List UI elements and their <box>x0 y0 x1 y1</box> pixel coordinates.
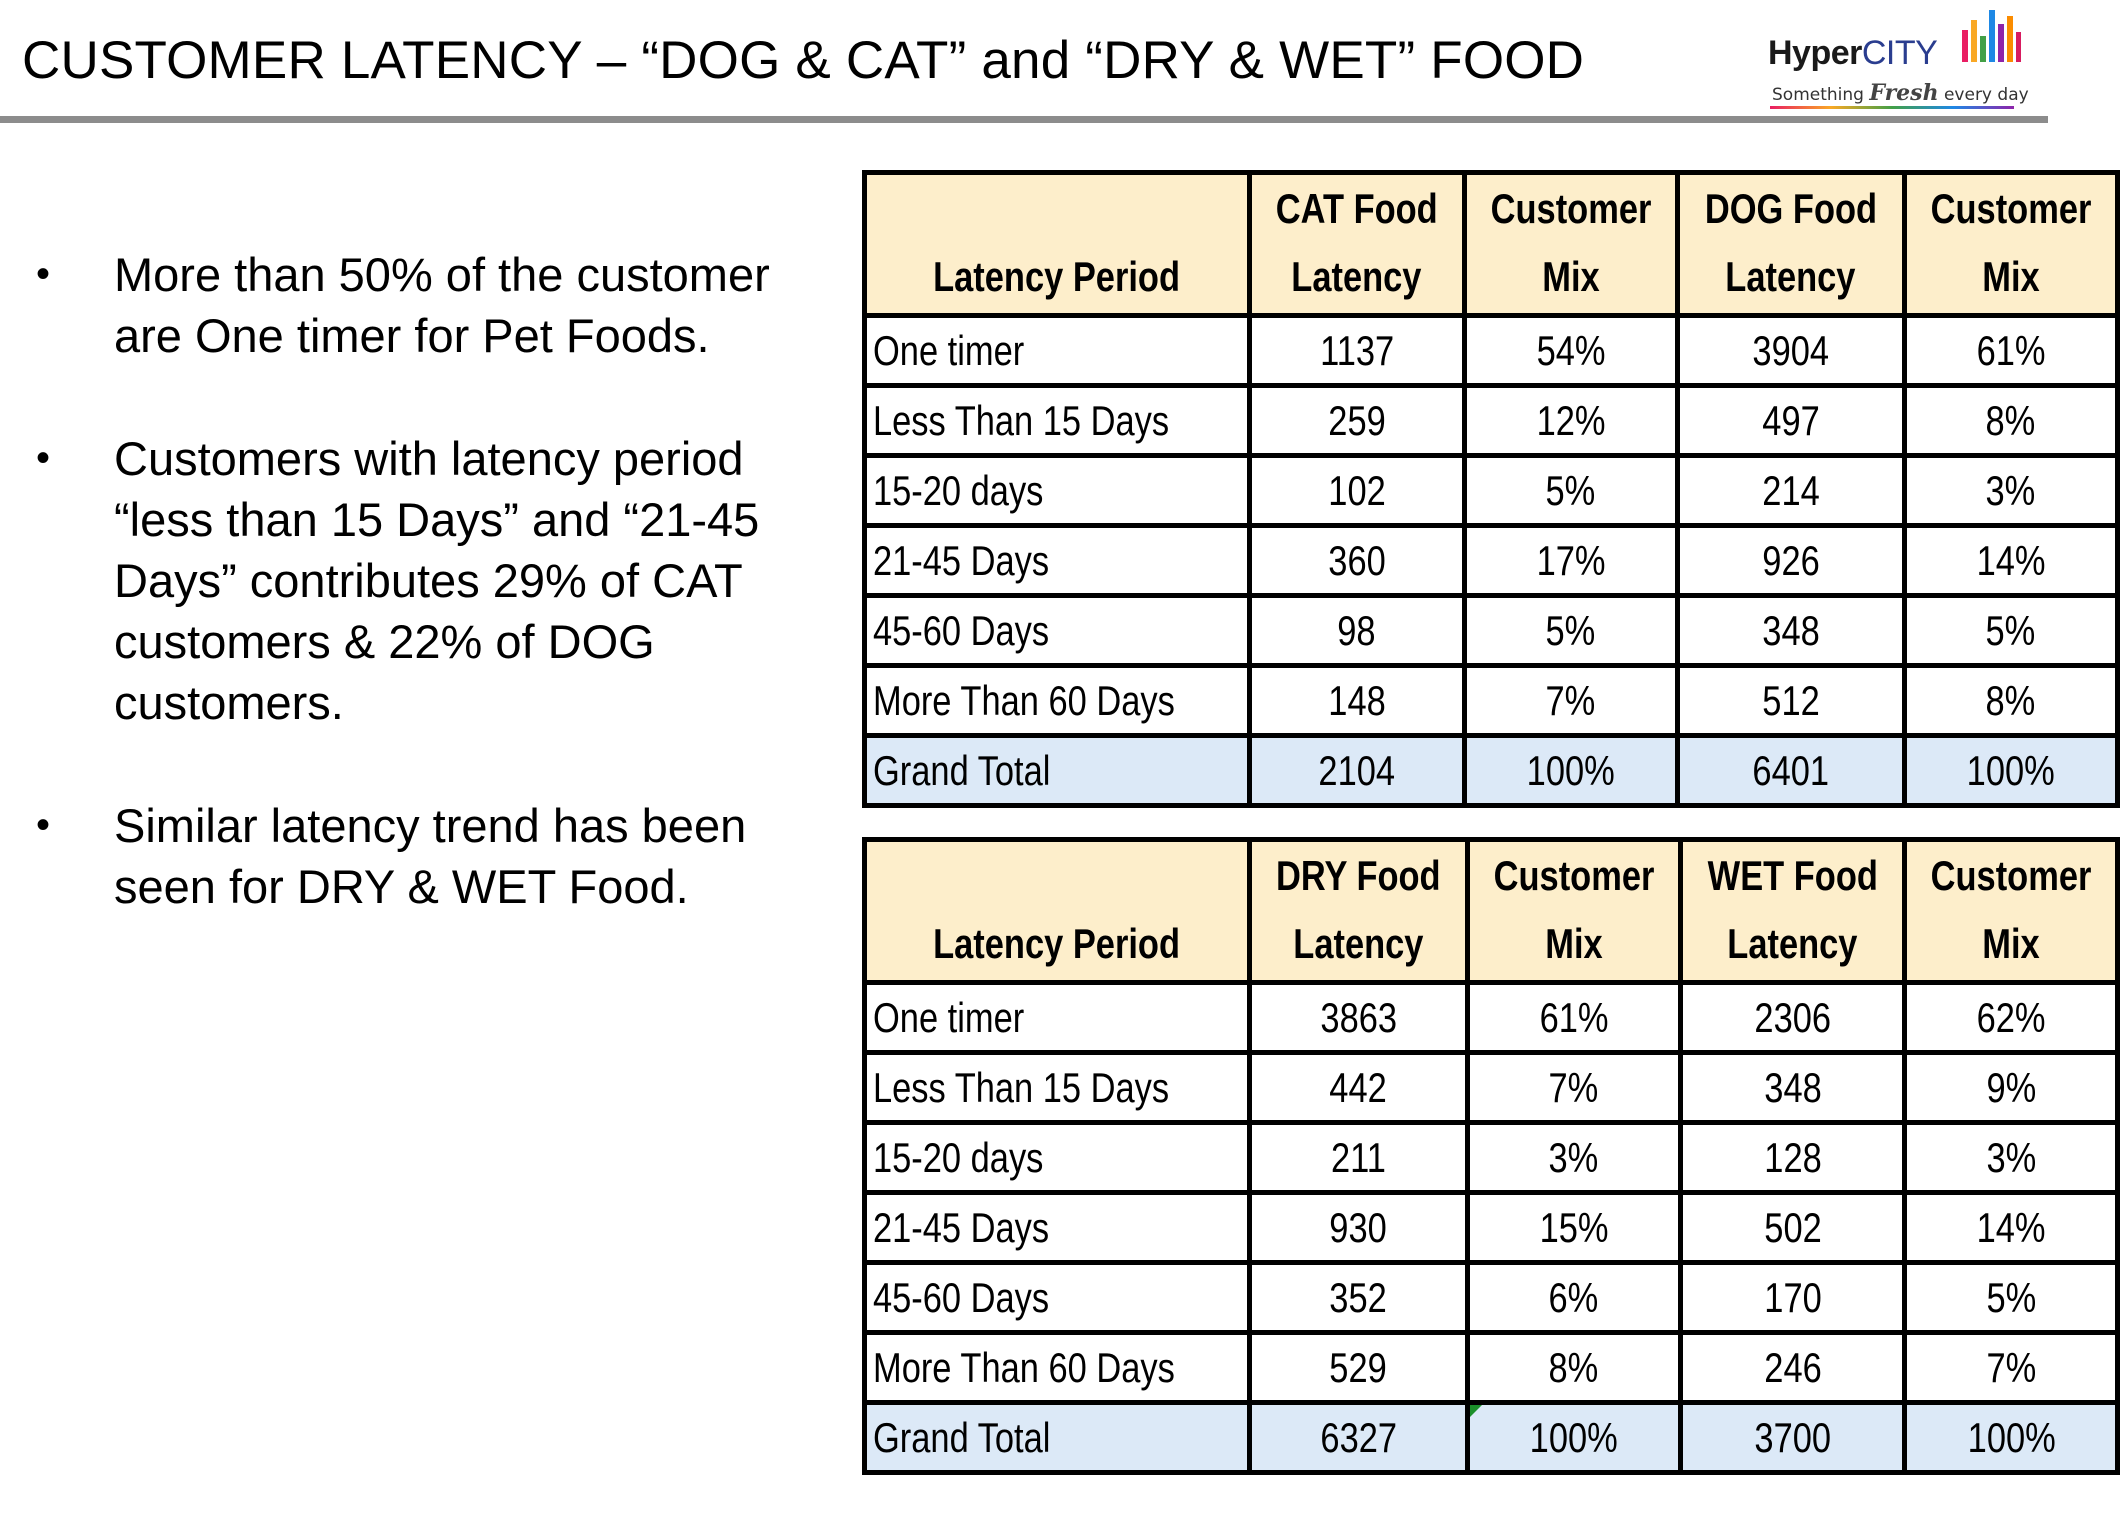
value-cell: 17% <box>1464 526 1677 596</box>
hypercity-logo <box>1762 4 2029 110</box>
value-cell: 348 <box>1677 596 1904 666</box>
value-cell: 12% <box>1464 386 1677 456</box>
bullet-text: Similar latency trend has been seen for DRY & WET Food. <box>114 799 747 913</box>
value-cell: 926 <box>1677 526 1904 596</box>
value-cell: 442 <box>1250 1053 1468 1123</box>
value-cell: 211 <box>1250 1123 1468 1193</box>
header-dog-food-latency: DOG Food Latency <box>1677 173 1904 316</box>
value-cell: 3% <box>1905 1123 2118 1193</box>
value-cell: 7% <box>1467 1053 1680 1123</box>
table-row <box>865 456 2118 526</box>
grand-total-row <box>865 736 2118 806</box>
value-cell: 3% <box>1467 1123 1680 1193</box>
value-cell: 100% <box>1905 1403 2118 1473</box>
header-dry-customer-mix: Customer Mix <box>1467 840 1680 983</box>
value-cell: 360 <box>1250 526 1465 596</box>
value-cell: 9% <box>1905 1053 2118 1123</box>
value-cell: 348 <box>1680 1053 1905 1123</box>
value-cell: 8% <box>1904 666 2117 736</box>
value-cell: 100% <box>1467 1403 1680 1473</box>
table-row <box>865 1263 2118 1333</box>
value-cell: 7% <box>1905 1333 2118 1403</box>
value-cell: 6327 <box>1250 1403 1468 1473</box>
bullet-list <box>30 244 830 979</box>
slide-header <box>0 0 2048 124</box>
value-cell: 8% <box>1467 1333 1680 1403</box>
value-cell: 148 <box>1250 666 1465 736</box>
header-dog-customer-mix: Customer Mix <box>1904 173 2117 316</box>
value-cell: 529 <box>1250 1333 1468 1403</box>
row-label-cell: More Than 60 Days <box>865 1333 1250 1403</box>
bullet-dot-icon: • <box>36 252 51 296</box>
value-cell: 5% <box>1904 596 2117 666</box>
row-label-cell: One timer <box>865 316 1250 386</box>
header-cat-customer-mix: Customer Mix <box>1464 173 1677 316</box>
value-cell: 3700 <box>1680 1403 1905 1473</box>
value-cell: 100% <box>1904 736 2117 806</box>
row-label-cell: Grand Total <box>865 1403 1250 1473</box>
cat-dog-latency-table <box>862 170 2120 808</box>
logo-name-bold: Hyper <box>1768 34 1862 72</box>
value-cell: 7% <box>1464 666 1677 736</box>
table-row <box>865 666 2118 736</box>
value-cell: 3904 <box>1677 316 1904 386</box>
bullet-text: Customers with latency period “less than 15 Days” and “21-45 Days” contributes 29% of CAT customers & 22% of DOG customers. <box>114 432 760 729</box>
logo-tagline <box>1772 80 2029 106</box>
value-cell: 54% <box>1464 316 1677 386</box>
header-dry-food-latency: DRY Food Latency <box>1250 840 1468 983</box>
bullet-dot-icon: • <box>36 803 51 847</box>
dry-wet-latency-table <box>862 837 2120 1475</box>
row-label-cell: 21-45 Days <box>865 526 1250 596</box>
table-header-row <box>865 840 2118 983</box>
value-cell: 497 <box>1677 386 1904 456</box>
title-divider <box>0 116 2048 123</box>
row-label-cell: 45-60 Days <box>865 596 1250 666</box>
table-row <box>865 316 2118 386</box>
value-cell: 170 <box>1680 1263 1905 1333</box>
value-cell: 6401 <box>1677 736 1904 806</box>
logo-wordmark <box>1768 34 1937 73</box>
bullet-item <box>30 244 830 366</box>
header-latency-period: Latency Period <box>865 840 1250 983</box>
value-cell: 512 <box>1677 666 1904 736</box>
value-cell: 5% <box>1464 596 1677 666</box>
table-row <box>865 596 2118 666</box>
value-cell: 15% <box>1467 1193 1680 1263</box>
bullet-item <box>30 428 830 733</box>
header-cat-food-latency: CAT Food Latency <box>1250 173 1465 316</box>
value-cell: 100% <box>1464 736 1677 806</box>
value-cell: 246 <box>1680 1333 1905 1403</box>
value-cell: 259 <box>1250 386 1465 456</box>
row-label-cell: Less Than 15 Days <box>865 1053 1250 1123</box>
table-row <box>865 1193 2118 1263</box>
value-cell: 2104 <box>1250 736 1465 806</box>
value-cell: 102 <box>1250 456 1465 526</box>
row-label-cell: 21-45 Days <box>865 1193 1250 1263</box>
table-row <box>865 1053 2118 1123</box>
value-cell: 61% <box>1904 316 2117 386</box>
value-cell: 128 <box>1680 1123 1905 1193</box>
header-wet-customer-mix: Customer Mix <box>1905 840 2118 983</box>
value-cell: 5% <box>1905 1263 2118 1333</box>
value-cell: 2306 <box>1680 983 1905 1053</box>
row-label-cell: 15-20 days <box>865 1123 1250 1193</box>
row-label-cell: 15-20 days <box>865 456 1250 526</box>
logo-bars-icon <box>1960 6 2022 62</box>
value-cell: 8% <box>1904 386 2117 456</box>
value-cell: 5% <box>1464 456 1677 526</box>
value-cell: 6% <box>1467 1263 1680 1333</box>
row-label-cell: Less Than 15 Days <box>865 386 1250 456</box>
value-cell: 214 <box>1677 456 1904 526</box>
value-cell: 98 <box>1250 596 1465 666</box>
slide-title: CUSTOMER LATENCY – “DOG & CAT” and “DRY & WET” FOOD <box>22 31 1585 90</box>
value-cell: 14% <box>1905 1193 2118 1263</box>
logo-underline <box>1770 106 2014 109</box>
tagline-pre: Something <box>1772 85 1864 105</box>
value-cell: 930 <box>1250 1193 1468 1263</box>
bullet-text: More than 50% of the customer are One timer for Pet Foods. <box>114 248 770 362</box>
row-label-cell: 45-60 Days <box>865 1263 1250 1333</box>
row-label-cell: One timer <box>865 983 1250 1053</box>
table-row <box>865 1333 2118 1403</box>
table-row <box>865 526 2118 596</box>
value-cell: 1137 <box>1250 316 1465 386</box>
bullet-item <box>30 795 830 917</box>
bullet-dot-icon: • <box>36 436 51 480</box>
tagline-fresh: Fresh <box>1869 80 1939 106</box>
table-row <box>865 1123 2118 1193</box>
header-latency-period: Latency Period <box>865 173 1250 316</box>
value-cell: 3% <box>1904 456 2117 526</box>
value-cell: 14% <box>1904 526 2117 596</box>
logo-name-rest: CITY <box>1861 34 1938 72</box>
row-label-cell: More Than 60 Days <box>865 666 1250 736</box>
value-cell: 62% <box>1905 983 2118 1053</box>
value-cell: 3863 <box>1250 983 1468 1053</box>
row-label-cell: Grand Total <box>865 736 1250 806</box>
table-row <box>865 983 2118 1053</box>
tagline-post: every day <box>1943 85 2029 105</box>
value-cell: 352 <box>1250 1263 1468 1333</box>
table-row <box>865 386 2118 456</box>
table-header-row <box>865 173 2118 316</box>
header-wet-food-latency: WET Food Latency <box>1680 840 1905 983</box>
value-cell: 502 <box>1680 1193 1905 1263</box>
value-cell: 61% <box>1467 983 1680 1053</box>
grand-total-row <box>865 1403 2118 1473</box>
